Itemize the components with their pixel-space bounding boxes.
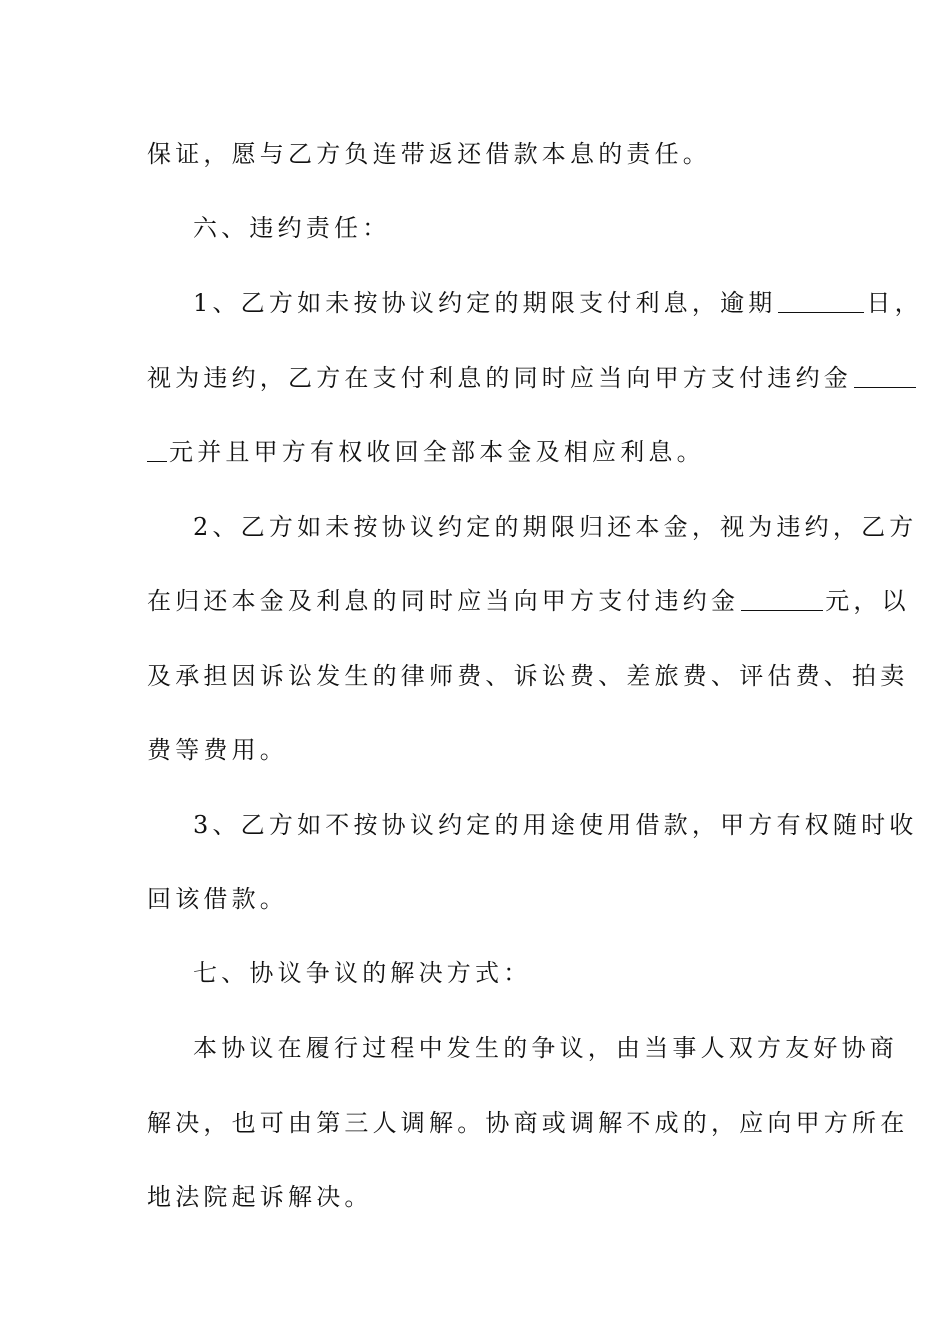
paragraph-line: 在归还本金及利息的同时应当向甲方支付违约金 元，以 [147,587,910,615]
paragraph-line: 1、乙方如未按协议约定的期限支付利息，逾期 日， [193,289,923,317]
paragraph-line: 及承担因诉讼发生的律师费、诉讼费、差旅费、评估费、拍卖 [147,662,909,690]
paragraph-line: 元并且甲方有权收回全部本金及相应利息。 [147,437,817,467]
section-heading-six: 六、违约责任： [193,214,391,242]
paragraph-line: 回该借款。 [147,885,288,913]
paragraph-line: 2、乙方如未按协议约定的期限归还本金，视为违约，乙方 [193,513,918,541]
paragraph-line: 解决，也可由第三人调解。协商或调解不成的，应向甲方所在 [147,1109,909,1137]
paragraph-line: 费等费用。 [147,736,288,764]
paragraph-line: 本协议在履行过程中发生的争议，由当事人双方友好协商 [193,1034,898,1062]
paragraph-line: 地法院起诉解决。 [147,1183,373,1211]
fill-in-blank [854,365,916,388]
paragraph-line: 视为违约，乙方在支付利息的同时应当向甲方支付违约金 [147,363,817,393]
fill-in-blank [778,290,864,313]
fill-in-blank [741,588,823,611]
paragraph-line: 3、乙方如不按协议约定的用途使用借款，甲方有权随时收 [193,811,918,839]
section-heading-seven: 七、协议争议的解决方式： [193,959,532,987]
fill-in-blank [147,439,167,462]
paragraph-line: 保证，愿与乙方负连带返还借款本息的责任。 [147,140,711,168]
